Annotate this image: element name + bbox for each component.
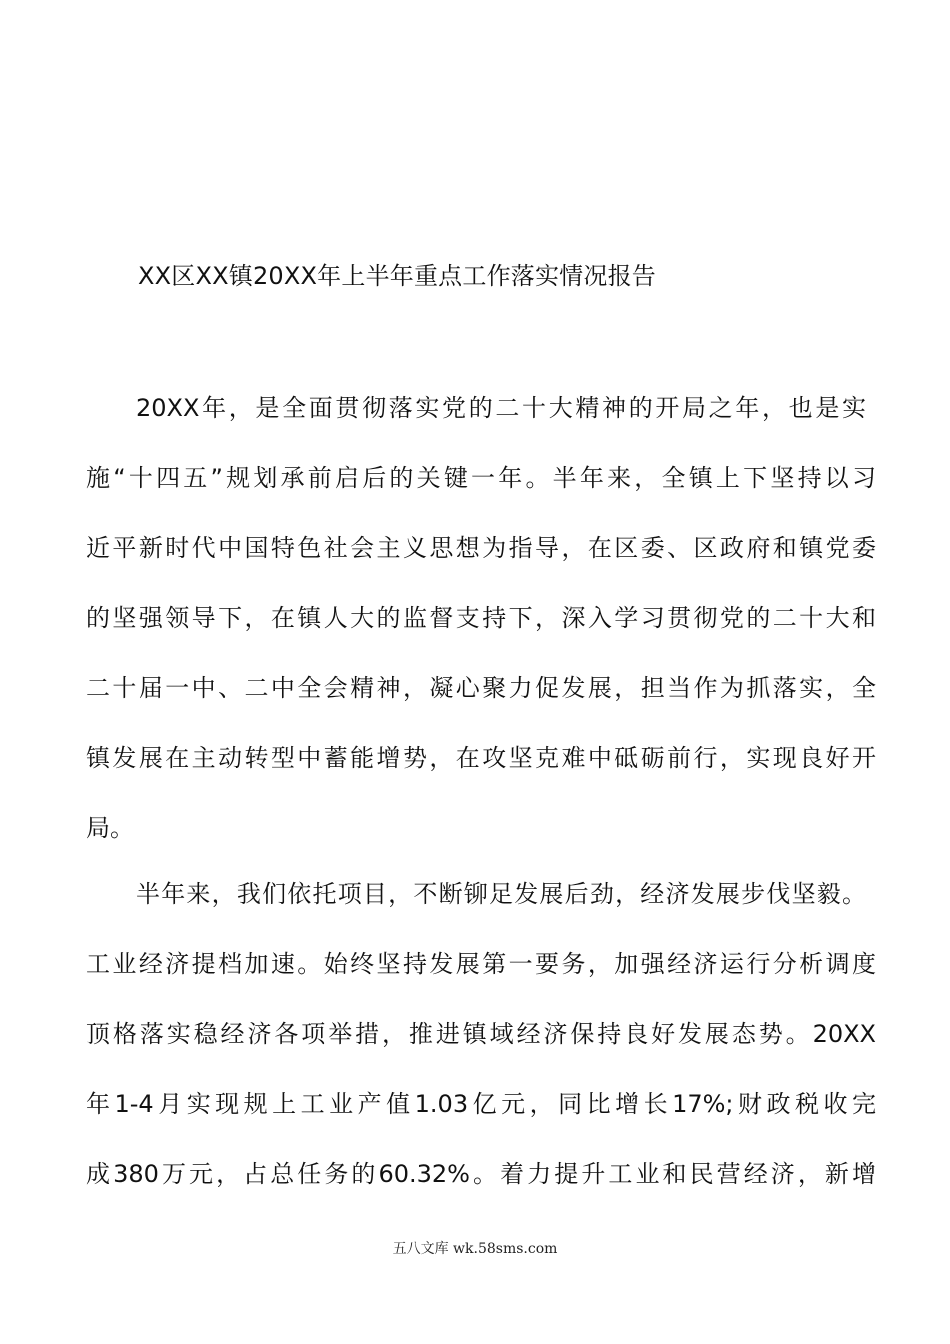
paragraph-2-line-3: 顶格落实稳经济各项举措，推进镇域经济保持良好发展态势。20XX — [86, 1020, 876, 1048]
paragraph-1-line-5: 二十届一中、二中全会精神，凝心聚力促发展，担当作为抓落实，全 — [86, 674, 876, 702]
paragraph-1-line-6: 镇发展在主动转型中蓄能增势，在攻坚克难中砥砺前行，实现良好开 — [86, 744, 876, 772]
paragraph-1-line-4: 的坚强领导下，在镇人大的监督支持下，深入学习贯彻党的二十大和 — [86, 604, 876, 632]
paragraph-2-line-5: 成380万元，占总任务的60.32%。着力提升工业和民营经济，新增 — [86, 1160, 876, 1188]
paragraph-2-line-2: 工业经济提档加速。始终坚持发展第一要务，加强经济运行分析调度 — [86, 950, 876, 978]
footer-watermark: 五八文库 wk.58sms.com — [392, 1241, 558, 1257]
paragraph-1-line-2: 施“十四五”规划承前启后的关键一年。半年来，全镇上下坚持以习 — [86, 464, 876, 492]
paragraph-2-line-4: 年1-4月实现规上工业产值1.03亿元，同比增长17%;财政税收完 — [86, 1090, 876, 1118]
document-title: XX区XX镇20XX年上半年重点工作落实情况报告 — [138, 262, 656, 290]
paragraph-1-line-7: 局。 — [86, 814, 134, 842]
paragraph-1-line-1: 20XX年，是全面贯彻落实党的二十大精神的开局之年，也是实 — [136, 394, 866, 422]
paragraph-1-line-3: 近平新时代中国特色社会主义思想为指导，在区委、区政府和镇党委 — [86, 534, 876, 562]
paragraph-2-line-1: 半年来，我们依托项目，不断铆足发展后劲，经济发展步伐坚毅。 — [136, 880, 866, 908]
